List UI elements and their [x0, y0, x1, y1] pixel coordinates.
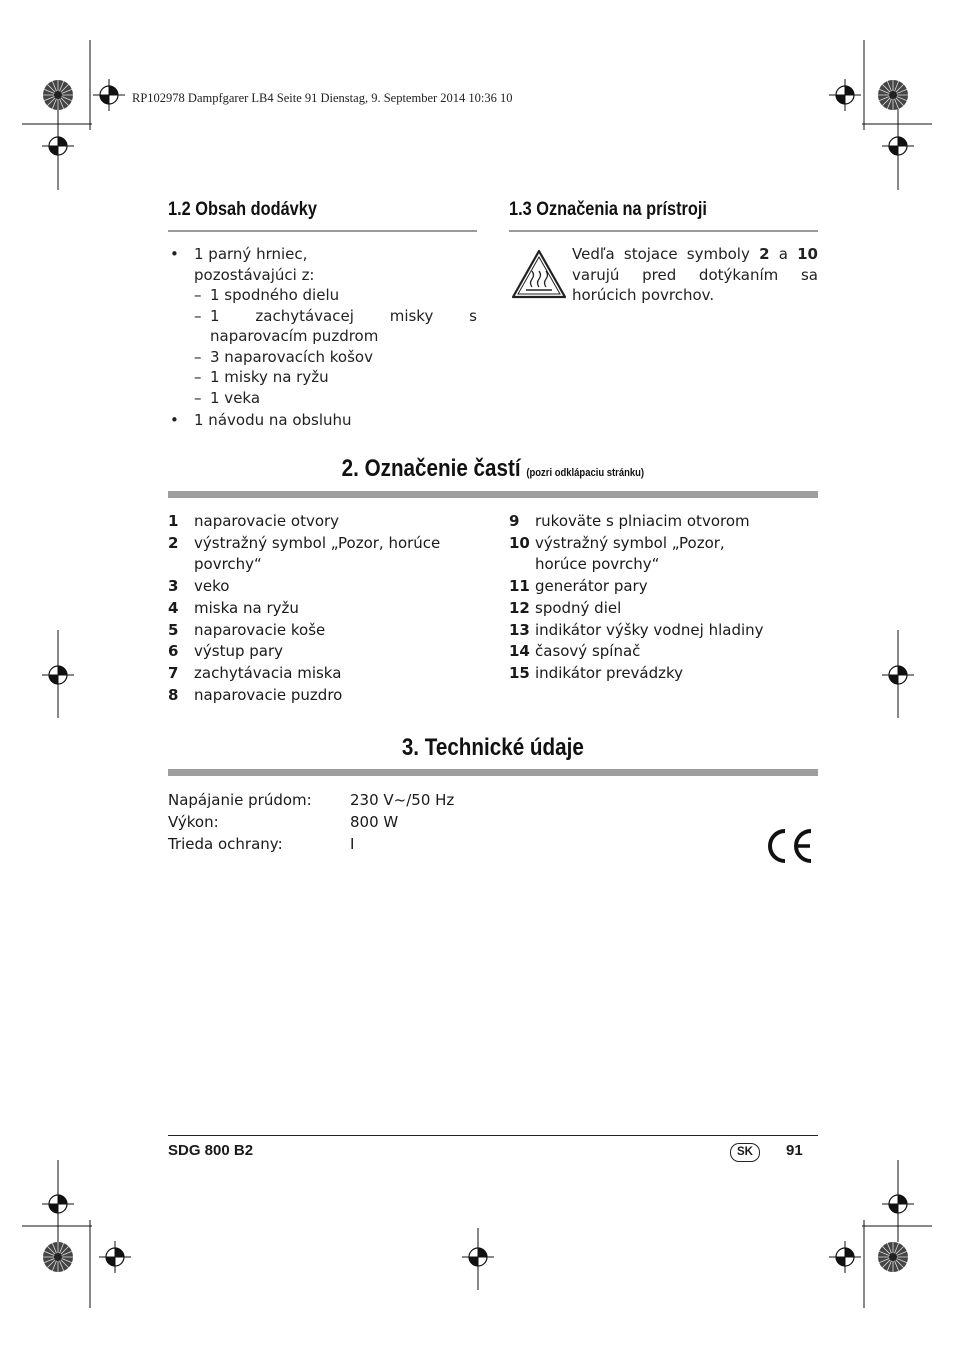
- section-2-subtitle: (pozri odklápaciu stránku): [526, 467, 645, 479]
- section-2-heading: [168, 455, 818, 483]
- page-number: 91: [786, 1142, 803, 1159]
- list-item: – 1 zachytávacej misky s naparovacím puzdrom: [194, 306, 477, 347]
- table-row: Trieda ochrany: I: [168, 835, 355, 853]
- table-row: 12 spodný diel: [509, 598, 622, 617]
- section-1-2-title: 1.2 Obsah dodávky: [168, 199, 317, 220]
- table-row: 4 miska na ryžu: [168, 598, 299, 617]
- table-row: 15 indikátor prevádzky: [509, 663, 684, 682]
- footer-rule: [168, 1135, 818, 1136]
- list-item: – 1 spodného dielu: [194, 285, 477, 306]
- table-row: 7 zachytávacia miska: [168, 663, 342, 682]
- table-row: 8 naparovacie puzdro: [168, 685, 343, 704]
- section-3-title: 3. Technické údaje: [401, 734, 584, 761]
- ce-mark-icon: [765, 828, 815, 864]
- list-item: • 1 návodu na obsluhu: [168, 410, 477, 431]
- list-item: – 1 misky na ryžu: [194, 367, 477, 388]
- footer-model: SDG 800 B2: [168, 1142, 254, 1159]
- table-row: 2 výstražný symbol „Pozor, horúce povrchy“: [168, 533, 441, 574]
- table-row: Výkon: 800 W: [168, 813, 399, 831]
- section-1-2-rule: [168, 230, 477, 232]
- table-row: 11 generátor pary: [509, 577, 648, 596]
- table-row: 10 výstražný symbol „Pozor, horúce povrchy“: [509, 533, 725, 574]
- table-row: 5 naparovacie koše: [168, 620, 326, 639]
- section-1-3-title: 1.3 Označenia na prístroji: [509, 199, 707, 220]
- parts-list-right: [509, 511, 779, 685]
- section-3-heading: [168, 734, 818, 762]
- delivery-contents: [168, 244, 477, 431]
- table-row: 3 veko: [168, 577, 230, 596]
- language-badge: SK: [730, 1143, 760, 1162]
- print-header: RP102978 Dampfgarer LB4 Seite 91 Dienstag, 9. September 2014 10:36 10: [132, 91, 513, 105]
- list-item: – 3 naparovacích košov: [194, 347, 477, 368]
- table-row: 6 výstup pary: [168, 642, 284, 661]
- table-row: Napájanie prúdom: 230 V~/50 Hz: [168, 791, 455, 809]
- table-row: 1 naparovacie otvory: [168, 512, 340, 530]
- technical-specs: [168, 789, 568, 855]
- section-2-title: 2. Označenie častí: [341, 455, 521, 482]
- section-1-3-rule: [509, 230, 818, 232]
- table-row: 13 indikátor výšky vodnej hladiny: [509, 620, 764, 639]
- hot-surface-warning-icon: [510, 248, 568, 300]
- section-3-rule: [168, 769, 818, 776]
- parts-list-left: [168, 511, 477, 706]
- table-row: 14 časový spínač: [509, 642, 641, 661]
- symbol-description: Vedľa stojace symboly 2 a 10 varujú pred dotýkaním sa horúcich povrchov.: [572, 245, 818, 304]
- list-item: • 1 parný hrniec, pozostávajúci z: – 1 spodného dielu – 1 zachytávacej misky s naparovacím puzdrom – 3 naparovacích košov – 1 misky na ryžu – 1 veka: [168, 244, 477, 408]
- table-row: 9 rukoväte s plniacim otvorom: [509, 512, 750, 530]
- list-item: – 1 veka: [194, 388, 477, 409]
- section-2-rule: [168, 491, 818, 498]
